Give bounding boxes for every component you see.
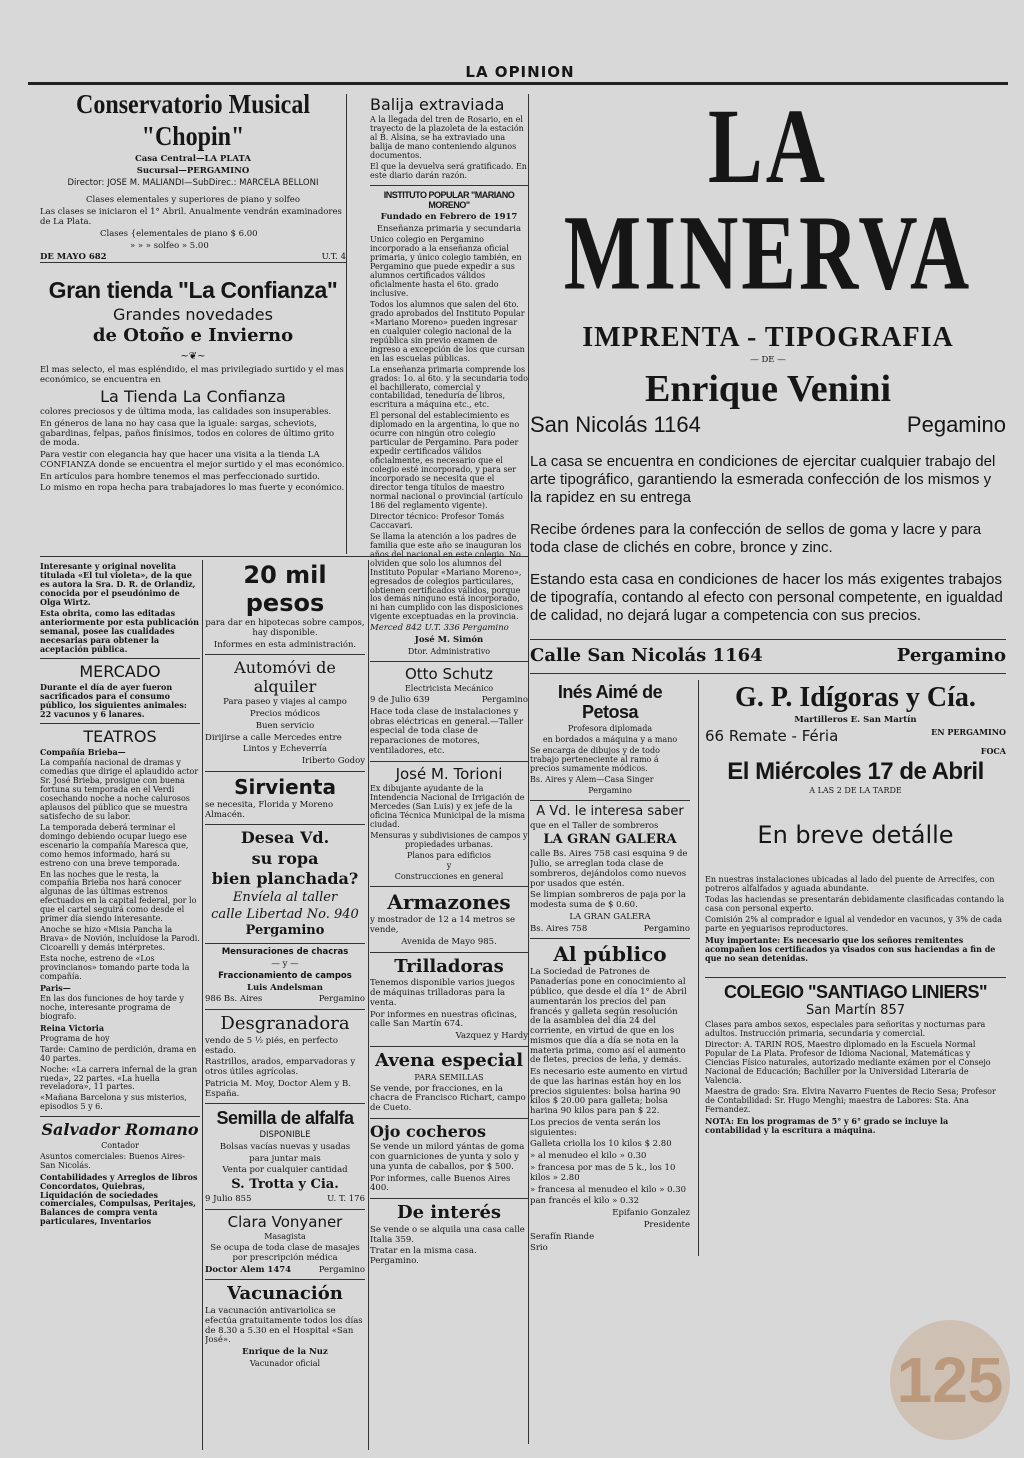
minerva-city: Pegamino	[906, 411, 1006, 437]
ad-text: FOCA	[980, 745, 1006, 756]
ad-text: 9 Julio 855	[205, 1194, 252, 1205]
ad-text: calle Libertad No. 940	[211, 906, 359, 922]
ad-text: Masagista	[264, 1232, 306, 1242]
ad-text: se necesita, Florida y Moreno Almacén.	[205, 799, 334, 820]
ad-text: Serafín Riande	[530, 1231, 595, 1242]
minerva-text: La casa se encuentra en condiciones de ejercitar cualquier trabajo del arte tipográfico, garantiendo la esmerada confección de los mismos y la rapidez en su entrega	[530, 452, 996, 506]
chopin-title: Conservatorio Musical "Chopin"	[76, 94, 310, 152]
ad-text: Pergamino	[481, 695, 528, 705]
ad-text: y	[446, 861, 452, 871]
ad-text: Director: A. TARIN ROS, Maestro diplomado en la Escuela Normal Popular de La Plata. Profesor de Idioma Nacional, Matemáticas y Ciencias Físico naturales, autorizado mediante exámen por el Consejo Nacional de Educación; Bachiller por la Universidad Literaria de Valencia.	[705, 1040, 991, 1085]
ad-text: 986 Bs. Aires	[205, 994, 263, 1005]
ad-text: Se llama la atención a los padres de familia que este año se inauguran los años del nacional en este colegio. No olviden que solo los alumnos del Instituto Popular «Mariano Moreno», egresados de colegios particulares, obtienen certificados válidos, porque los demás ninguno está incorporado, ni han cumplido con las disposiciones vigente exceptuadas en la provincia.	[370, 531, 524, 622]
confianza-subtitle: Grandes novedades	[113, 304, 273, 324]
ad-text: Tenemos disponible varios juegos de máquinas trilladoras para la venta.	[370, 978, 515, 1008]
ad-text: Pergamino	[643, 923, 690, 934]
masthead: LA OPINION	[465, 63, 575, 81]
ad-text: — y —	[271, 959, 299, 970]
teatros-heading: TEATROS	[40, 723, 200, 746]
ad-text: Es necesario este aumento en virtud de que las harinas están hoy en los precios siguientes: bolsa harina 90 kilos $ 20.00 para galleta; bolsa harina 90 kilos para pan $ 22.	[530, 1067, 688, 1117]
ad-text: NOTA: En los programas de 5° y 6° grado se incluye la contabilidad y la escritura a máquina.	[705, 1115, 949, 1135]
mercado-text: Durante el día de ayer fueron sacrificados para el consumo público, los siguientes animales: 22 vacunos y 6 lanares.	[40, 681, 187, 719]
ad-text: S. Trotta y Cia.	[231, 1177, 339, 1193]
ad-text: en bordados a máquina y a mano	[542, 734, 678, 744]
ad-heading: Avena especial	[370, 1046, 528, 1072]
ad-text: Martilleros E. San Martín	[794, 714, 917, 725]
chopin-line: Las clases se iniciaron el 1° Abril. Anualmente vendrán examinadores de La Plata.	[40, 207, 342, 228]
ad-text: Vacunador oficial	[249, 1358, 321, 1368]
ad-text: Ex dibujante ayudante de la Intendencia Nacional de Irrigación de Mercedes (San Luis) y ex jefe de la oficina Técnica Municipal de la misma ciudad.	[370, 783, 526, 829]
ad-text: Fraccionamiento de campos	[218, 970, 352, 981]
venini-title: Enrique Venini	[644, 367, 892, 410]
ad-text: San Martín 857	[805, 1003, 905, 1019]
romano-text: Contador	[101, 1140, 139, 1150]
chopin-and-confianza: Conservatorio Musical "Chopin" Casa Central—LA PLATA Sucursal—PERGAMINO Director: JOSE M. MALIANDI—SubDirec.: MARCELA BELLONI Clases elementales y superiores de piano y solfeo Las clases se iniciaron el 1° Abril. Anualmente vendrán examinadores de La Plata. Clases {elementales de piano $ 6.00 » » » solfeo » 5.00 DE MAYO 682 U.T. 4 Gran tienda "La Confianza" Grandes novedades de Otoño e Invierno ~❦~ El mas selecto, el mas espléndido, el mas privilegiado surtido y el mas económico, se encuentra en La Tienda La Confianza colores preciosos y de última moda, las calidades son insuperables. En géneros de lana no hay casa que la iguale: sargas, scheviots, gabardinas, felpas, paños finísimos, todos en colores de último grito de moda. Para vestir con elegancia hay que hacer una visita a la tienda LA CONFIANZA donde se encuentra el mejor surtido y el mas económico. En artículos para hombre tenemos el mas perfeccionado surtido. Lo mismo en ropa hecha para trabajadores lo mas fuerte y económico.	[40, 94, 346, 604]
chopin-line: Clases elementales y superiores de piano y solfeo	[86, 195, 300, 206]
confianza-text: colores preciosos y de última moda, las calidades son insuperables.	[40, 407, 332, 418]
ad-text: Hace toda clase de instalaciones y obras eléctricas en general.—Taller especial de toda clase de reparaciones de motores, ventiladores, etc.	[370, 706, 524, 756]
ad-text: Enrique de la Nuz	[242, 1347, 328, 1358]
ad-text: Enseñanza primaria y secundaria	[376, 223, 522, 234]
ad-text: Precios módicos	[249, 709, 321, 720]
novela-text: Interesante y original novelita titulada «El tul violeta», de la que es autora la Sra. D. R. de Orlandiz, conocida por el pseudónimo de Olga Wirtz.	[40, 561, 196, 607]
ad-text: Para paseo y viajes al campo	[223, 697, 347, 708]
confianza-subtitle: de Otoño e Invierno	[92, 324, 294, 346]
ad-text: Presidente	[643, 1219, 690, 1230]
confianza-text: Lo mismo en ropa hecha para trabajadores lo mas fuerte y económico.	[40, 483, 345, 494]
ad-text: que en el Taller de sombreros	[530, 820, 659, 831]
ad-heading: José M. Torioni	[370, 761, 528, 783]
teatros-text: En las dos funciones de hoy tarde y noche, interesante programa de biografo.	[40, 993, 184, 1021]
ad-text: Pergamino	[245, 923, 325, 939]
ad-heading: 20 mil pesos	[243, 561, 327, 617]
romano-heading: Salvador Romano	[40, 1116, 200, 1139]
ad-text: Epifanio Gonzalez	[612, 1208, 690, 1219]
ad-text: Se encarga de dibujos y de todo trabajo perteneciente al ramo á precios sumamente módicos.	[530, 745, 660, 773]
ads-left-subcolumn	[530, 680, 690, 1256]
teatros-text: Anoche se hizo «Misia Pancha la Brava» de Novión, incluídose la Parodi. Cicoarelli y demás intérpretes.	[40, 925, 200, 953]
ad-heading: En breve detálle	[757, 821, 954, 850]
ad-heading: Clara Vonyaner	[205, 1209, 365, 1231]
chopin-line: Sucursal—PERGAMINO	[136, 165, 250, 176]
ad-text: El que la devuelva será gratificado. En este diario darán razón.	[370, 162, 527, 181]
ad-heading: Desgranadora	[205, 1009, 365, 1035]
ad-text: LA GRAN GALERA	[543, 832, 677, 848]
ad-text: Unico colegio en Pergamino incorporado a la enseñanza oficial primaria, y único colegio también, en Pergamino que puede expedir a sus alumnos certificados válidos oficialmente hasta el 6to. grado inclusive.	[370, 235, 522, 298]
ad-heading: Inés Aimé de Petosa	[557, 681, 663, 723]
ad-text: PARA SEMILLAS	[414, 1072, 484, 1082]
ad-text: Profesora diplomada	[567, 724, 653, 733]
confianza-title: Gran tienda "La Confianza"	[48, 277, 338, 304]
ad-text: Iriberto Godoy	[301, 756, 365, 767]
column-divider	[368, 560, 369, 1450]
ad-text: Rastrillos, arados, emparvadoras y otros útiles agrícolas.	[205, 1057, 356, 1078]
ad-text: Director técnico: Profesor Tomás Caccavari.	[370, 511, 505, 530]
ad-heading: INSTITUTO POPULAR "MARIANO MORENO"	[370, 185, 528, 211]
column-divider	[202, 560, 203, 1450]
teatros-text: «Mañana Barcelona y sus misterios, episodios 5 y 6.	[40, 1093, 187, 1112]
ad-heading: Trilladoras	[370, 952, 528, 978]
column-1-bottom	[40, 560, 200, 1450]
ad-heading: Ojo cocheros	[370, 1118, 528, 1141]
ad-text: Todas las haciendas se presentarán debidamente clasificadas contando la casa con personal experto.	[705, 894, 1005, 913]
minerva-text: Recibe órdenes para la confección de sellos de goma y lacre y para toda clase de clichés en cobre, bronce y zinc.	[530, 520, 982, 556]
ad-text: U. T. 176	[327, 1194, 365, 1205]
ad-text: Se ocupa de toda clase de masajes por prescripción médica	[210, 1243, 360, 1263]
imprenta-title: IMPRENTA - TIPOGRAFIA	[582, 322, 954, 353]
chopin-line: Clases {elementales de piano $ 6.00	[100, 228, 258, 239]
ad-text: para juntar mais	[249, 1153, 321, 1164]
ad-heading: G. P. Idígoras y Cía.	[735, 681, 976, 713]
teatros-text: La compañía nacional de dramas y comedias que dirige el aplaudido actor Sr. José Brieba, prosigue con buena fortuna su temporada en el Verdi cosechando noche a noche calurosos aplausos del público que se muestra satisfecho de su labor.	[40, 758, 199, 821]
ad-text: calle Bs. Aires 758 casi esquina 9 de Julio, se arreglan toda clase de sombreros, dejándolos como nuevos por usados que estén.	[530, 849, 688, 889]
ad-text: DISPONIBLE	[259, 1130, 311, 1141]
column-divider	[346, 94, 347, 554]
romano-text: Contabilidades y Arreglos de libros Concordatos, Quiebras, Liquidación de sociedades comerciales, Compulsas, Peritajes, Balances de compra venta particulares, Inventarios	[40, 1171, 198, 1227]
teatros-text: Programa de hoy	[40, 1033, 110, 1043]
ad-text: Bs. Aires y Alem—Casa Singer	[530, 774, 654, 784]
ad-heading: Semilla de alfalfa	[205, 1103, 365, 1129]
ad-text: Muy importante: Es necesario que los señores remitentes acompañen los certificados ya visados con sus haciendas a fin de que no sean detenidas.	[705, 934, 996, 963]
ad-heading: Armazones	[370, 886, 528, 914]
minerva-text: Estando esta casa en condiciones de hacer los más exigentes trabajos de tipografía, contando al efecto con personal competente, en igualdad de calidad, no dejará lugar a competencia con sus precios.	[530, 570, 1003, 624]
ad-text: Pergamino	[588, 785, 632, 795]
ad-text: Los precios de venta serán los siguientes:	[530, 1117, 661, 1138]
minerva-title: LA MINERVA	[563, 94, 973, 312]
ad-heading: su ropa	[251, 848, 319, 868]
chopin-line: U.T. 4	[321, 252, 346, 263]
ad-text: Se vende un milord yántas de goma con guarniciones de yunta y solo y una yunta de caballos, por $ 500.	[370, 1142, 525, 1172]
ad-text: pan francés el kilo » 0.32	[530, 1196, 639, 1207]
teatros-text: En las noches que le resta, la compañía Brieba nos hará conocer algunas de las últimas estrenos efectuados en la capital federal, por lo que el cartel seguirá como desde el primer día siendo interesante.	[40, 869, 197, 924]
ad-text: Doctor Alem 1474	[205, 1264, 292, 1275]
ad-heading: De interés	[370, 1198, 528, 1224]
mercado-heading: MERCADO	[40, 658, 200, 681]
ad-text: Patricia M. Moy, Doctor Alem y B. España.	[205, 1078, 351, 1099]
ad-text: Bs. Aires 758	[530, 923, 588, 934]
ad-text: LA GRAN GALERA	[569, 911, 651, 922]
ad-heading: Automóvi de alquiler	[205, 654, 365, 696]
archive-stamp: 125	[890, 1320, 1010, 1440]
ad-text: Galleta criolla los 10 kilos $ 2.80	[530, 1139, 672, 1150]
confianza-text: El mas selecto, el mas espléndido, el mas privilegiado surtido y el mas económico, se encuentra en	[40, 365, 344, 385]
minerva-calle: Calle San Nicolás 1164	[530, 644, 763, 666]
ad-text: Tratar en la misma casa. Pergamino.	[370, 1246, 477, 1267]
ad-heading: Vacunación	[205, 1279, 365, 1305]
confianza-name: La Tienda La Confianza	[100, 386, 286, 406]
ad-heading: El Miércoles 17 de Abril	[727, 757, 984, 785]
ad-text: Dirijirse a calle Mercedes entre	[205, 732, 342, 743]
chopin-line: Director: JOSE M. MALIANDI—SubDirec.: MARCELA BELLONI	[67, 177, 319, 188]
minerva-column	[530, 94, 1006, 1444]
ad-text: Pergamino	[318, 994, 365, 1005]
ad-heading: Sirvienta	[205, 771, 365, 799]
romano-text: Asuntos comerciales: Buenos Aires-San Nicolás.	[40, 1151, 185, 1170]
ad-heading: Desea Vd.	[205, 824, 365, 847]
ad-text: Por informes en nuestras oficinas, calle San Martín 674.	[370, 1009, 517, 1030]
ad-text: Fundado en Febrero de 1917	[380, 211, 518, 222]
ad-text: » al menudeo el kilo » 0.30	[530, 1151, 647, 1162]
ad-text: La enseñanza primaria comprende los grados: 1o. al 6to. y la secundaria todo el bachillerato, comercial y contabilidad, teneduría de libros, escritura a máquina etc., etc.	[370, 364, 528, 410]
ad-text: Por informes, calle Buenos Aires 400.	[370, 1173, 511, 1194]
teatros-text: Paris—	[40, 982, 71, 993]
ad-text: » francesa al menudeo el kilo » 0.30	[530, 1184, 687, 1195]
column-2	[205, 560, 365, 1450]
chopin-line: » » » solfeo » 5.00	[130, 240, 209, 251]
ad-text: Se vende, por fracciones, en la chacra de Francisco Richart, campo de Cueto.	[370, 1083, 526, 1114]
ad-text: El personal del establecimiento es diplomado en la argentina, lo que no ocurre con ningún otro colegio particular de Pergamino. Para poder expedir certificados válidos oficialmente, es necesario que el colegio esté incorporado, y para ser incorporado se necesita que el director tenga títulos de maestro normal nacional o provincial (artículo 186 del reglamento vigente).	[370, 411, 523, 510]
teatros-text: Compañía Brieba—	[40, 747, 126, 758]
ad-text: Vazquez y Hardy	[455, 1031, 528, 1042]
ad-text: Srio	[530, 1243, 548, 1254]
ad-text: Todos los alumnos que salen del 6to. grado aprobados del Instituto Popular «Mariano Moreno» pueden ingresar en cualquier colegio nacional de la república sin previo examen de ingreso a excepción de los que cursan en las escuelas públicas.	[370, 299, 525, 363]
ad-text: Bolsas vacías nuevas y usadas	[219, 1141, 351, 1152]
ad-text: La Sociedad de Patrones de Panaderías pone en conocimiento al público, que desde el día 1° de Abril aumentarán los precios del pan francés y galleta según resolución de la asamblea del día 24 del corriente, en virtud de que en los mismos que día a día se nota en la materia prima, como así el aumento de fletes, precios de leña, y demás.	[530, 967, 687, 1066]
ad-text: para dar en hipotecas sobre campos, hay disponible.	[205, 618, 365, 638]
confianza-text: En artículos para hombre tenemos el mas perfeccionado surtido.	[40, 471, 320, 482]
ad-text: Comisión 2% al comprador e igual al vendedor en vacunos, y 3% de cada parte en yeguarisos reproductores.	[705, 914, 1003, 933]
ad-heading: Al público	[530, 938, 690, 966]
ad-text: Buen servicio	[255, 720, 315, 731]
ad-text: A LAS 2 DE LA TARDE	[809, 786, 902, 796]
ad-text: Electricista Mecánico	[404, 684, 494, 694]
masthead-rule	[28, 82, 1008, 85]
column-3	[370, 94, 528, 1444]
column-divider	[528, 94, 529, 1444]
ad-text: Luis Andelsman	[247, 982, 323, 993]
novela-text: Esta obrita, como las editadas anteriormente por esta publicación semanal, posee las cualidades necesarias para obtener la aceptación pública.	[40, 607, 199, 654]
ad-text: EN PERGAMINO	[931, 726, 1006, 737]
ad-heading: Otto Schutz	[370, 661, 528, 683]
ad-text: Construcciones en general	[394, 872, 504, 882]
ad-text: y mostrador de 12 a 14 metros se vende,	[370, 915, 516, 936]
ad-text: 9 de Julio 639	[370, 695, 430, 705]
teatros-text: Reina Victoria	[40, 1022, 105, 1033]
ad-text: Mensuras y subdivisiones de campos y propiedades urbanas.	[370, 830, 528, 849]
ad-heading: Mensuraciones de chacras	[205, 943, 365, 958]
ad-text: En nuestras instalaciones ubicadas al lado del puente de Arrecifes, con potreros alfalfados y aguada abundante.	[705, 874, 995, 893]
confianza-text: Para vestir con elegancia hay que hacer una visita a la tienda LA CONFIANZA donde se encuentra el mejor surtido y el mas económico.	[40, 450, 345, 470]
ad-heading: bien planchada?	[211, 869, 359, 889]
teatros-text: Noche: «La carrera infernal de la gran rueda», 22 partes. «La huella reveladora», 11 partes.	[40, 1064, 198, 1092]
ads-right-subcolumn	[698, 680, 1006, 1256]
ad-text: La vacunación antivariolica se efectúa gratuitamente todos los días de 8.30 a 5.30 en el Hospital «San José».	[205, 1306, 363, 1346]
ad-text: vendo de 5 ½ piés, en perfecto estado.	[205, 1035, 338, 1056]
ad-text: Se vende o se alquila una casa calle Italia 359.	[370, 1224, 525, 1245]
chopin-line: DE MAYO 682	[40, 252, 107, 263]
ad-text: Maestra de grado: Sra. Elvira Navarro Fuentes de Recio Sesa; Profesor de Contabilidad: Sr. Hugo Menghi; maestra de Labores: Sta. Ana Fernandez.	[705, 1086, 996, 1114]
ad-text: Merced 842 U.T. 336 Pergamino	[370, 623, 509, 634]
minerva-de: — DE —	[750, 355, 786, 366]
ad-text: » francesa por mas de 5 k., los 10 kilos » 2.80	[530, 1162, 676, 1183]
ad-text: Venta por cualquier cantidad	[222, 1165, 348, 1176]
ad-text: Informes en esta administración.	[213, 639, 357, 650]
confianza-text: En géneros de lana no hay casa que la iguale: sargas, scheviots, gabardinas, felpas, paños finísimos, todos en colores de último grito de moda.	[40, 418, 335, 449]
ad-text: Avenida de Mayo 985.	[401, 936, 497, 947]
ad-text: Envíela al taller	[232, 889, 338, 905]
ad-text: Clases para ambos sexos, especiales para señoritas y nocturnas para adultos. Instrucción primaria, secundaria y comercial.	[705, 1020, 986, 1039]
ad-heading: A Vd. le interesa saber	[530, 800, 690, 820]
ad-heading: Balija extraviada	[370, 95, 505, 114]
ad-text: Dtor. Administrativo	[407, 646, 491, 656]
minerva-calle-city: Pergamino	[896, 644, 1006, 666]
teatros-text: Tarde: Camino de perdición, drama en 40 partes.	[40, 1044, 197, 1063]
teatros-text: La temporada deberá terminar el domingo debiendo ocupar luego ese escenario la compañía Maresca que, como hemos informado, hará su estreno con una breve temporada.	[40, 822, 189, 868]
chopin-line: Casa Central—LA PLATA	[134, 154, 251, 165]
teatros-text: Esta noche, estreno de «Los provincianos» tomando parte toda la compañía.	[40, 954, 190, 981]
ad-text: Se limpian sombreros de paja por la modesta suma de $ 0.60.	[530, 890, 686, 911]
ad-text: Lintos y Echeverría	[242, 744, 328, 755]
ad-text: José M. Simón	[414, 635, 484, 646]
ad-heading: COLEGIO "SANTIAGO LINIERS"	[705, 977, 1006, 1003]
ad-text: Planos para edificios	[406, 850, 492, 860]
ad-text: Pergamino	[318, 1264, 365, 1275]
minerva-address: San Nicolás 1164	[530, 411, 701, 437]
ad-text: A la llegada del tren de Rosario, en el trayecto de la plazoleta de la estación al B. Alsina, se ha extraviado una balija de mano conteniendo algunos documentos.	[370, 115, 524, 161]
ad-text: 66 Remate - Féria	[705, 726, 839, 745]
